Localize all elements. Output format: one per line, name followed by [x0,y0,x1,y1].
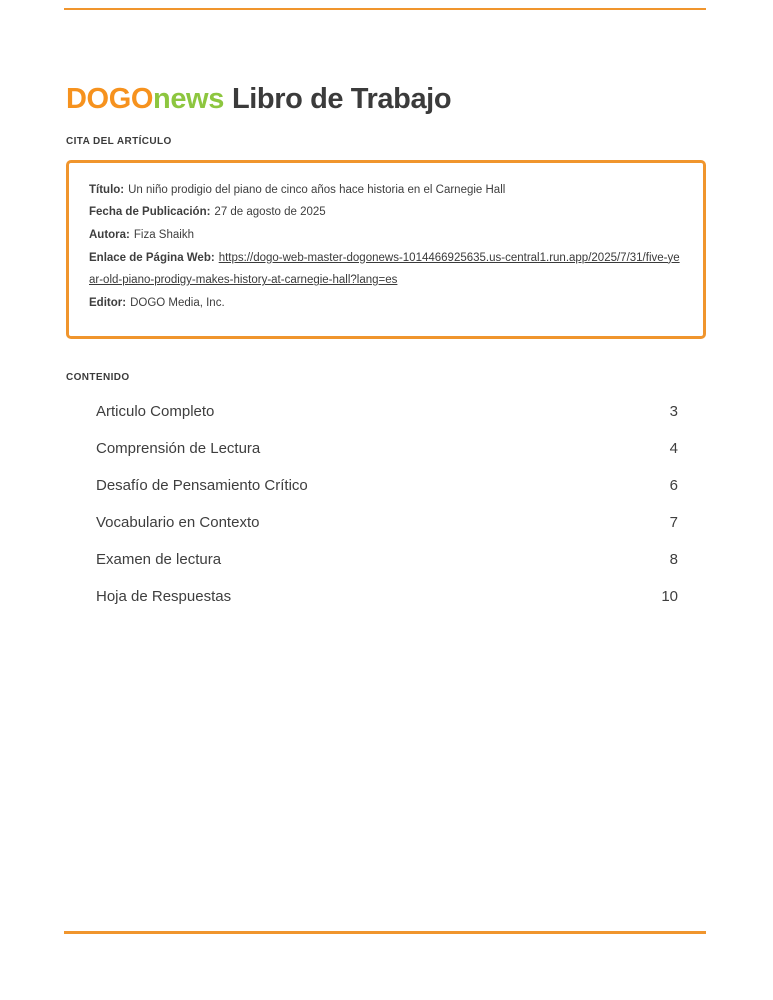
article-citation-box [66,160,706,340]
toc-item-label: Vocabulario en Contexto [96,514,260,532]
toc-item-page-number: 3 [669,403,678,421]
logo-part-news: news [153,83,224,115]
citation-field [89,224,683,247]
citation-field [89,201,683,224]
citation-field-label: Fecha de Publicación: [89,206,211,219]
toc-item-page-number: 6 [669,477,678,495]
top-divider-rule [64,8,706,10]
toc-item [66,504,706,541]
logo-part-dogo: DOGO [66,83,154,115]
citation-field-value: DOGO Media, Inc. [130,296,225,309]
toc-item-label: Examen de lectura [96,551,222,569]
toc-item-label: Articulo Completo [96,403,215,421]
masthead [66,84,706,116]
citation-field [89,179,683,202]
toc-item-page-number: 8 [669,551,678,569]
article-web-link[interactable]: https://dogo-web-master-dogonews-1014466925635.us-central1.run.app/2025/7/31/five-year-old-piano-prodigy-makes-history-at-carnegie-hall?lang=es [89,251,680,287]
toc-item-page-number: 7 [669,514,678,532]
toc-item-label: Comprensión de Lectura [96,440,261,458]
toc-item [66,578,706,615]
toc-item [66,467,706,504]
bottom-divider-rule [64,931,706,934]
page-title: Libro de Trabajo [231,83,452,115]
citation-field [89,247,683,292]
citation-field-label: Título: [89,183,125,196]
toc-item [66,430,706,467]
citation-field-value: 27 de agosto de 2025 [214,206,326,219]
citation-field-label: Autora: [89,229,130,242]
table-of-contents [66,393,706,615]
toc-item-label: Desafío de Pensamiento Crítico [96,477,308,495]
contents-section-label: CONTENIDO [66,372,130,384]
dogonews-logo [66,83,224,115]
citation-section-label: CITA DEL ARTÍCULO [66,135,172,147]
citation-field-value: Un niño prodigio del piano de cinco años hace historia en el Carnegie Hall [128,183,506,196]
citation-field-label: Enlace de Página Web: [89,251,215,264]
citation-field-value: Fiza Shaikh [133,229,194,242]
citation-field [89,292,683,315]
toc-item-page-number: 4 [669,440,678,458]
page-content [66,84,706,615]
citation-field-label: Editor: [89,296,127,309]
toc-item-label: Hoja de Respuestas [96,588,232,606]
toc-item-page-number: 10 [661,588,678,606]
toc-item [66,541,706,578]
toc-item [66,393,706,430]
